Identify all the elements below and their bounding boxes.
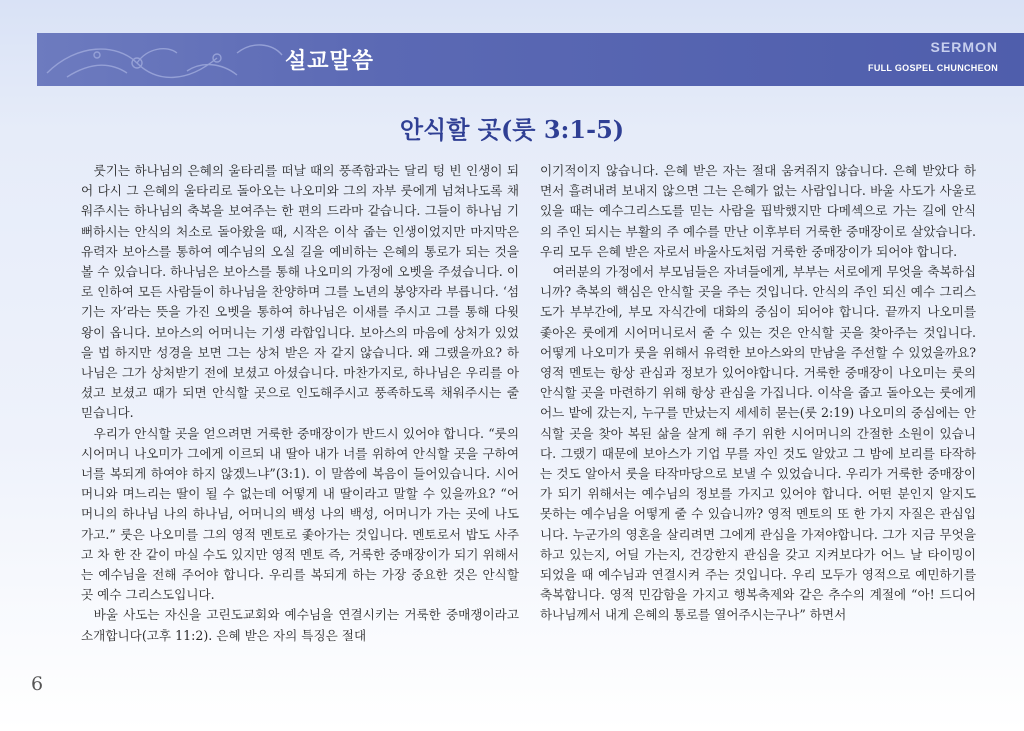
sermon-label: SERMON: [930, 39, 998, 55]
section-title: 설교말씀: [285, 49, 375, 74]
paragraph: 여러분의 가정에서 부모님들은 자녀들에게, 부부는 서로에게 무엇을 축복하십니까? 축복의 핵심은 안식할 곳을 주는 것입니다. 안식의 주인 되신 예수 그리스도가 부부간에, 부모 자식간에 대화의 중심이 되어야 합니다. 끝까지 나오미를 좇아온 룻에게 시어머니로서 줄 수 있는 것은 안식할 곳을 찾아주는 것입니다. 어떻게 나오미가 룻을 위해서 유력한 보아스와의 만남을 주선할 수 있었을까요? 영적 멘토는 항상 관심과 정보가 있어야합니다. 거룩한 중매장이 나오미는 룻의 안식할 곳을 마련하기 위해 항상 관심을 가집니다. 이삭을 줍고 돌아오는 룻에게 어느 밭에 갔는지, 누구를 만났는지 세세히 묻는(룻 2:19) 나오미의 중심에는 안식할 곳을 찾아 복된 삶을 살게 해 주기 위한 시어머니의 간절한 소원이 있습니다. 그랬기 때문에 보아스가 기업 무를 자인 것도 알았고 그 밤에 보리를 타작하는 것도 알아서 룻을 타작마당으로 보낼 수 있었습니다. 우리가 거룩한 중매장이가 되기 위해서는 예수님의 정보를 가지고 있어야 합니다. 어떤 분인지 알지도 못하는 예수님을 어떻게 줄 수 있습니까? 영적 멘토의 또 한 가지 자질은 관심입니다. 누군가의 영혼을 살리려면 그에게 관심을 가져야합니다. 그가 지금 무엇을 하고 있는지, 어딜 가는지, 건강한지 관심을 갖고 지켜보다가 어느 날 타이밍이 되었을 때 예수님과 연결시켜 주는 것입니다. 우리 모두가 영적으로 예민하기를 축복합니다. 영적 민감함을 가지고 행복축제와 같은 추수의 계절에 “아! 드디어 하나님께서 내게 은혜의 통로를 열어주시는구나” 하면서: [540, 264, 976, 623]
paragraph: 이기적이지 않습니다. 은혜 받은 자는 절대 움켜쥐지 않습니다. 은혜 받았다 하면서 흘려내려 보내지 않으면 그는 은혜가 없는 사람입니다. 바울 사도가 사울로 있을 때는 예수그리스도를 믿는 사람을 핍박했지만 다메섹으로 가는 길에 안식의 주인 되시는 부활의 주 예수를 만난 이후부터 거룩한 중매장이로 살았습니다. 우리 모두 은혜 받은 자로서 바울사도처럼 거룩한 중매장이가 되어야 합니다.: [540, 163, 976, 259]
floral-ornament-icon: [37, 33, 297, 86]
sermon-title: 안식할 곳(룻 3:1-5): [399, 115, 625, 144]
paragraph: 바울 사도는 자신을 고린도교회와 예수님을 연결시키는 거룩한 중매쟁이라고 소개합니다(고후 11:2). 은혜 받은 자의 특징은 절대: [81, 607, 519, 643]
paragraph: 룻기는 하나님의 은혜의 울타리를 떠날 때의 풍족함과는 달리 텅 빈 인생이 되어 다시 그 은혜의 울타리로 돌아오는 나오미와 그의 자부 룻에게 넘쳐나도록 채워주시는 하나님의 축복을 보여주는 한 편의 드라마 같습니다. 그들이 하나님 기뻐하시는 안식의 처소로 돌아왔을 때, 시작은 이삭 줍는 인생이었지만 마지막은 유력자 보아스를 통하여 예수님의 오실 길을 예비하는 은혜의 통로가 되는 것을 볼 수 있습니다. 하나님은 보아스를 통해 나오미의 가정에 오벳을 주셨습니다. 이로 인하여 모든 사람들이 하나님을 찬양하며 그를 노년의 봉양자라 부릅니다. ‘섬기는 자’라는 뜻을 가진 오벳을 통하여 하나님은 이새를 주시고 그를 통해 다윗 왕이 옵니다. 보아스의 어머니는 기생 라합입니다. 보아스의 마음에 상처가 있었을 법 하지만 성경을 보면 그는 상처 받은 자 같지 않습니다. 왜 그랬을까요? 하나님은 그가 상처받기 전에 보셨고 아셨습니다. 마찬가지로, 하나님은 우리를 아셨고 보셨고 때가 되면 안식할 곳으로 인도해주시고 풍족하도록 채워주시는 줄 믿습니다.: [81, 163, 519, 421]
paragraph: 우리가 안식할 곳을 얻으려면 거룩한 중매장이가 반드시 있어야 합니다. “룻의 시어머니 나오미가 그에게 이르되 내 딸아 내가 너를 위하여 안식할 곳을 구하여 너를 복되게 하여야 하지 않겠느냐”(3:1). 이 말씀에 복음이 들어있습니다. 시어머니와 며느리는 딸이 될 수 없는데 어떻게 내 딸이라고 말할 수 있을까요? “어머니의 하나님 나의 하나님, 어머니의 백성 나의 백성, 어머니가 가는 곳에 나도 가고.” 룻은 나오미를 그의 영적 멘토로 좇아가는 것입니다. 멘토로서 밥도 사주고 차 한 잔 같이 마실 수도 있지만 영적 멘토 즉, 거룩한 중매장이가 되기 위해서는 예수님을 전해 주어야 합니다. 우리를 복되게 하는 가장 중요한 것은 안식할 곳 예수 그리스도입니다.: [81, 425, 519, 603]
left-column: [81, 161, 519, 646]
church-label: FULL GOSPEL CHUNCHEON: [868, 63, 998, 73]
right-column: [540, 161, 976, 626]
page-number: 6: [31, 673, 44, 695]
